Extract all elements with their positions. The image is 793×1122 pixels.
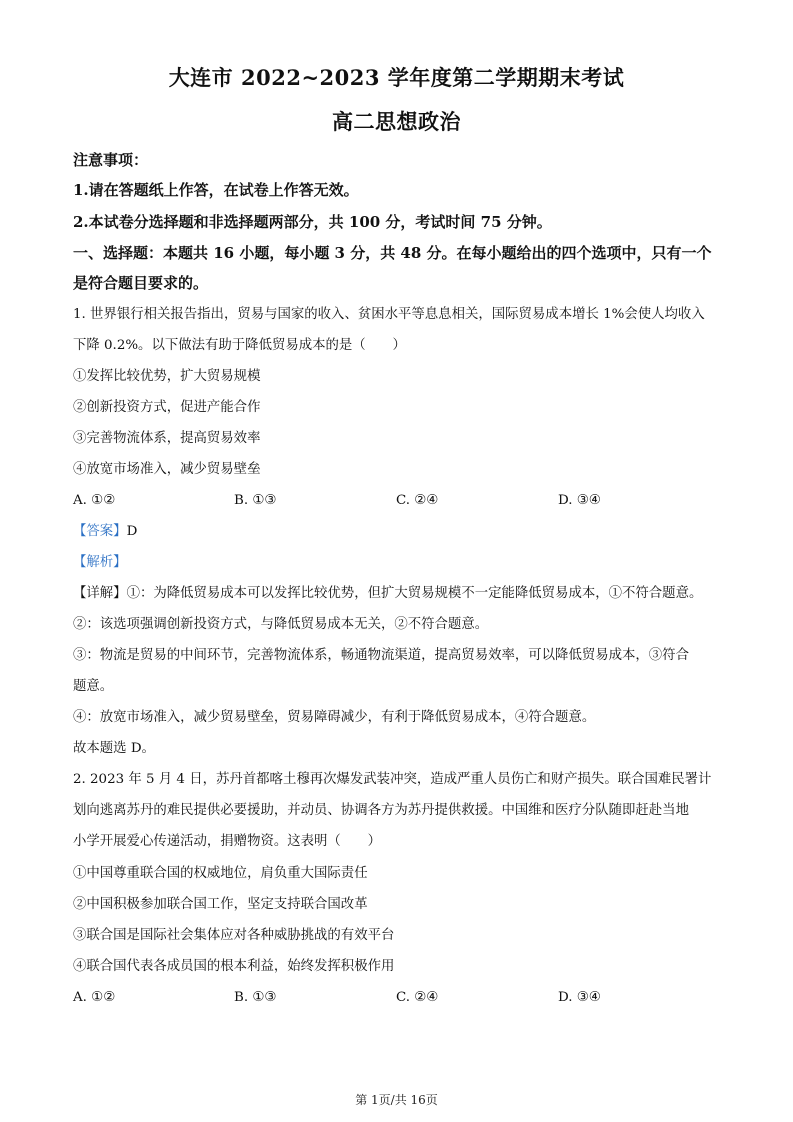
q2-stem-line-3: 小学开展爱心传递活动，捐赠物资。这表明（ ） [73,834,381,849]
page-footer: 第 1页/共 16页 [355,1093,438,1107]
exam-subtitle: 高二思想政治 [332,109,461,134]
q2-stem-line-2: 划向逃离苏丹的难民提供必要援助，并动员、协调各方为苏丹提供救援。中国维和医疗分队随即赶赴当地 [73,803,689,818]
q1-detail-3a: ③：物流是贸易的中间环节，完善物流体系，畅通物流渠道，提高贸易效率，可以降低贸易成本，③符合 [73,648,689,663]
q1-option-d: D. ③④ [558,493,601,508]
q2-stem-line-1: 2. 2023 年 5 月 4 日，苏丹首都喀土穆再次爆发武装冲突，造成严重人员伤亡和财产损失。联合国难民署计 [73,772,712,787]
q1-conclusion: 故本题选 D。 [73,741,155,756]
q2-choice-4: ④联合国代表各成员国的根本利益，始终发挥积极作用 [73,959,395,974]
q2-choice-2: ②中国积极参加联合国工作，坚定支持联合国改革 [73,897,368,912]
q1-option-c: C. ②④ [396,493,439,508]
q1-detail-1 [73,584,723,604]
q1-choice-2: ②创新投资方式，促进产能合作 [73,400,261,415]
answer-tag: 【答案】 [73,524,127,539]
q1-choice-4: ④放宽市场准入，减少贸易壁垒 [73,462,261,477]
detail-tag: 【详解】 [73,586,127,601]
q2-option-d: D. ③④ [558,990,601,1005]
section-heading-line-2: 是符合题目要求的。 [73,274,209,292]
q1-option-b: B. ①③ [234,493,277,508]
q1-answer-row [73,522,723,542]
answer-value: D [126,524,138,539]
q1-choice-1: ①发挥比较优势，扩大贸易规模 [73,369,261,384]
section-heading-line-1: 一、选择题：本题共 16 小题，每小题 3 分，共 48 分。在每小题给出的四个选项中，只有一个 [73,244,712,262]
q2-choice-3: ③联合国是国际社会集体应对各种威胁挑战的有效平台 [73,928,395,943]
notice-item-1: 1.请在答题纸上作答，在试卷上作答无效。 [73,181,359,199]
analysis-tag: 【解析】 [73,555,127,570]
q2-option-a: A. ①② [73,990,116,1005]
q1-choice-3: ③完善物流体系，提高贸易效率 [73,431,261,446]
q1-detail-2: ②：该选项强调创新投资方式，与降低贸易成本无关，②不符合题意。 [73,617,489,632]
q1-detail-4: ④：放宽市场准入，减少贸易壁垒，贸易障碍减少，有利于降低贸易成本，④符合题意。 [73,710,596,725]
q1-analysis-row [73,553,723,573]
q2-option-c: C. ②④ [396,990,439,1005]
q1-stem-line-2: 下降 0.2%。以下做法有助于降低贸易成本的是（ ） [73,338,406,353]
q1-stem-line-1: 1. 世界银行相关报告指出，贸易与国家的收入、贫困水平等息息相关，国际贸易成本增长 1%会使人均收入 [73,307,705,322]
exam-title: 大连市 2022~2023 学年度第二学期期末考试 [168,65,625,90]
q1-detail-3b: 题意。 [73,679,114,694]
notice-heading: 注意事项： [73,151,149,169]
q2-choice-1: ①中国尊重联合国的权威地位，肩负重大国际责任 [73,866,368,881]
q2-option-b: B. ①③ [234,990,277,1005]
notice-item-2: 2.本试卷分选择题和非选择题两部分，共 100 分，考试时间 75 分钟。 [73,213,552,231]
detail-text-1: ①：为降低贸易成本可以发挥比较优势，但扩大贸易规模不一定能降低贸易成本，①不符合题意。 [126,586,703,601]
q1-option-a: A. ①② [73,493,116,508]
